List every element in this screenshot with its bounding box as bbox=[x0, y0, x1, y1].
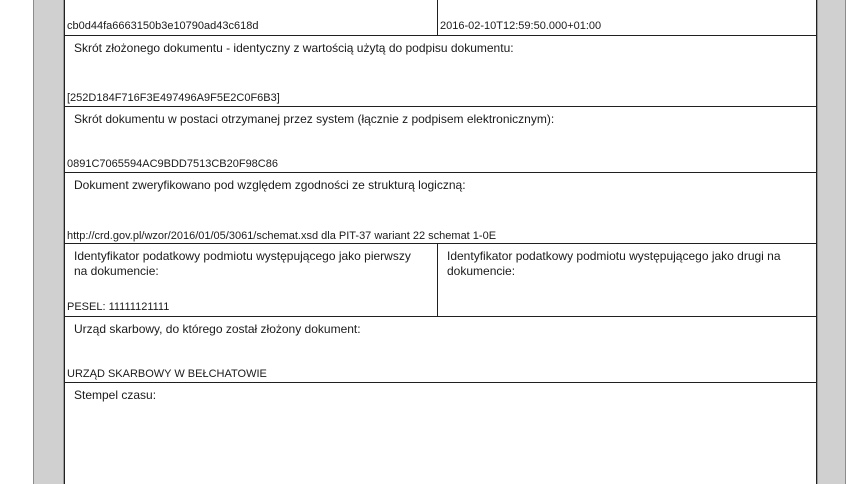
structure-check-cell bbox=[64, 172, 817, 244]
second-taxpayer-label: Identyfikator podatkowy podmiotu występującego jako drugi na dokumencie: bbox=[447, 249, 781, 278]
signed-hash-cell bbox=[64, 35, 817, 107]
timestamp-stamp-cell bbox=[64, 382, 817, 484]
right-page-gutter bbox=[817, 0, 846, 484]
first-taxpayer-value: PESEL: 11111121111 bbox=[67, 301, 170, 313]
structure-check-label: Dokument zweryfikowano pod względem zgodności ze strukturą logiczną: bbox=[74, 178, 466, 192]
signed-hash-label: Skrót złożonego dokumentu - identyczny z wartością użytą do podpisu dokumentu: bbox=[74, 41, 514, 55]
right-page-edge bbox=[845, 0, 846, 484]
tax-office-cell bbox=[64, 316, 817, 383]
first-taxpayer-cell bbox=[64, 243, 438, 317]
tax-office-label: Urząd skarbowy, do którego został złożony dokument: bbox=[74, 322, 361, 336]
schema-url-value: http://crd.gov.pl/wzor/2016/01/05/3061/schemat.xsd dla PIT-37 wariant 22 schemat 1-0E bbox=[67, 230, 497, 242]
second-taxpayer-cell bbox=[437, 243, 817, 317]
received-hash-cell bbox=[64, 106, 817, 173]
received-hash-label: Skrót dokumentu w postaci otrzymanej przez system (łącznie z podpisem elektronicznym): bbox=[74, 112, 555, 126]
document-id-value: cb0d44fa6663150b3e10790ad43c618d bbox=[67, 20, 259, 32]
left-page-gutter bbox=[33, 0, 64, 484]
receipt-timestamp-cell bbox=[437, 0, 817, 36]
receipt-timestamp-value: 2016-02-10T12:59:50.000+01:00 bbox=[440, 20, 602, 32]
timestamp-stamp-label: Stempel czasu: bbox=[74, 388, 157, 402]
left-page-edge bbox=[33, 0, 34, 484]
first-taxpayer-label: Identyfikator podatkowy podmiotu występującego jako pierwszy na dokumencie: bbox=[74, 249, 411, 278]
tax-office-value: URZĄD SKARBOWY W BEŁCHATOWIE bbox=[67, 368, 267, 380]
received-hash-value: 0891C7065594AC9BDD7513CB20F98C86 bbox=[67, 158, 278, 170]
signed-hash-value: [252D184F716F3E497496A9F5E2C0F6B3] bbox=[67, 92, 280, 104]
document-id-cell bbox=[64, 0, 438, 36]
